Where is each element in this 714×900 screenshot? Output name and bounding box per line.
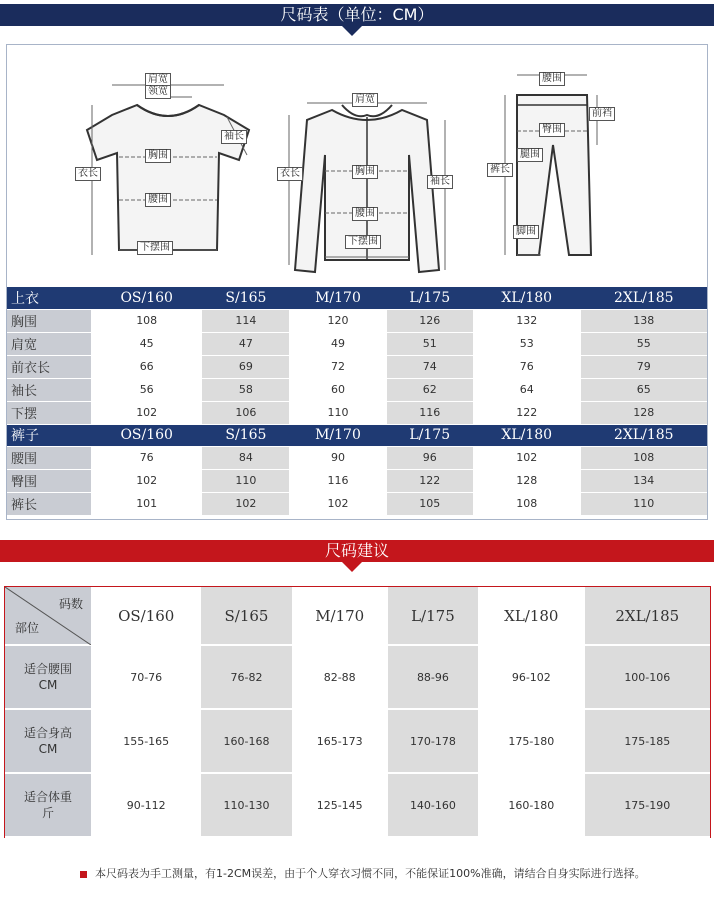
row-label-unit: CM bbox=[38, 678, 58, 692]
table-cell: 110 bbox=[581, 492, 707, 515]
table-row bbox=[7, 332, 707, 355]
row-label-main: 适合腰围 bbox=[23, 662, 72, 676]
table-cell: 76 bbox=[473, 355, 581, 378]
row-label-main: 适合身高 bbox=[23, 726, 72, 740]
size-header: OS/160 bbox=[91, 287, 202, 309]
table-cell: 140-160 bbox=[388, 773, 478, 837]
table-cell: 102 bbox=[91, 401, 202, 424]
table-cell: 96-102 bbox=[478, 645, 585, 709]
label-pants-hip: 臀围 bbox=[539, 123, 565, 137]
table-cell: 47 bbox=[202, 332, 289, 355]
table-cell: 66 bbox=[91, 355, 202, 378]
table-cell: 175-180 bbox=[478, 709, 585, 773]
table-cell: 102 bbox=[202, 492, 289, 515]
row-label bbox=[5, 709, 91, 773]
size-header: S/165 bbox=[202, 424, 289, 446]
label-chest: 胸围 bbox=[145, 149, 171, 163]
size-chart-header bbox=[0, 4, 714, 26]
table-cell: 134 bbox=[581, 469, 707, 492]
label-shirt-waist: 腰围 bbox=[352, 207, 378, 221]
table-cell: 45 bbox=[91, 332, 202, 355]
size-header: XL/180 bbox=[473, 424, 581, 446]
table-cell: 120 bbox=[289, 309, 386, 332]
table-cell: 106 bbox=[202, 401, 289, 424]
size-header: OS/160 bbox=[91, 587, 201, 645]
table-cell: 49 bbox=[289, 332, 386, 355]
table-row bbox=[7, 446, 707, 469]
label-pants-leg-opening: 脚围 bbox=[513, 225, 539, 239]
table-cell: 122 bbox=[387, 469, 473, 492]
table-cell: 138 bbox=[581, 309, 707, 332]
table-cell: 58 bbox=[202, 378, 289, 401]
label-collar-width: 领宽 bbox=[145, 85, 171, 99]
row-label: 裤长 bbox=[7, 492, 91, 515]
label-sleeve-length: 袖长 bbox=[221, 130, 247, 144]
table-cell: 170-178 bbox=[388, 709, 478, 773]
table-cell: 51 bbox=[387, 332, 473, 355]
size-header: L/175 bbox=[387, 424, 473, 446]
table-cell: 116 bbox=[289, 469, 386, 492]
size-chart-frame bbox=[6, 44, 708, 520]
row-label-unit: 斤 bbox=[41, 806, 54, 820]
table-row bbox=[7, 309, 707, 332]
label-pants-waist: 腰围 bbox=[539, 72, 565, 86]
table-cell: 53 bbox=[473, 332, 581, 355]
label-pants-thigh: 腿围 bbox=[517, 148, 543, 162]
label-hem: 下摆围 bbox=[137, 241, 173, 255]
table-cell: 101 bbox=[91, 492, 202, 515]
recommendation-table bbox=[5, 587, 710, 838]
size-header: M/170 bbox=[289, 287, 386, 309]
table-cell: 132 bbox=[473, 309, 581, 332]
table-cell: 128 bbox=[581, 401, 707, 424]
size-header: OS/160 bbox=[91, 424, 202, 446]
size-chart-title: 尺码表（单位：CM） bbox=[280, 5, 434, 24]
row-label: 袖长 bbox=[7, 378, 91, 401]
table-cell: 72 bbox=[289, 355, 386, 378]
table-cell: 105 bbox=[387, 492, 473, 515]
row-label: 前衣长 bbox=[7, 355, 91, 378]
table-header-top bbox=[7, 287, 707, 309]
size-header: 2XL/185 bbox=[581, 287, 707, 309]
table-cell: 125-145 bbox=[292, 773, 388, 837]
pants-section-label: 裤子 bbox=[7, 424, 91, 446]
table-cell: 122 bbox=[473, 401, 581, 424]
table-cell: 69 bbox=[202, 355, 289, 378]
table-cell: 56 bbox=[91, 378, 202, 401]
table-row bbox=[7, 469, 707, 492]
size-header: M/170 bbox=[289, 424, 386, 446]
table-row bbox=[7, 378, 707, 401]
table-cell: 102 bbox=[473, 446, 581, 469]
size-header: S/165 bbox=[201, 587, 291, 645]
bullet-square-icon bbox=[80, 871, 87, 878]
size-header: L/175 bbox=[387, 287, 473, 309]
table-cell: 64 bbox=[473, 378, 581, 401]
label-shirt-hem: 下摆围 bbox=[345, 235, 381, 249]
table-cell: 96 bbox=[387, 446, 473, 469]
table-row bbox=[5, 773, 710, 837]
size-header: L/175 bbox=[388, 587, 478, 645]
table-cell: 82-88 bbox=[292, 645, 388, 709]
table-cell: 175-190 bbox=[585, 773, 710, 837]
size-recommendation-title: 尺码建议 bbox=[324, 541, 389, 560]
table-cell: 60 bbox=[289, 378, 386, 401]
table-cell: 55 bbox=[581, 332, 707, 355]
recommendation-header-row bbox=[5, 587, 710, 645]
recommendation-frame bbox=[4, 586, 711, 838]
table-row bbox=[5, 709, 710, 773]
table-row bbox=[7, 355, 707, 378]
table-cell: 74 bbox=[387, 355, 473, 378]
table-row bbox=[7, 401, 707, 424]
table-cell: 165-173 bbox=[292, 709, 388, 773]
table-cell: 160-168 bbox=[201, 709, 291, 773]
top-section-label: 上衣 bbox=[7, 287, 91, 309]
table-cell: 70-76 bbox=[91, 645, 201, 709]
label-shirt-sleeve: 袖长 bbox=[427, 175, 453, 189]
label-length: 衣长 bbox=[75, 167, 101, 181]
table-cell: 160-180 bbox=[478, 773, 585, 837]
note-text: 本尺码表为手工测量，有1-2CM误差，由于个人穿衣习惯不同，不能保证100%准确，请结合自身实际进行选择。 bbox=[95, 867, 646, 880]
table-cell: 65 bbox=[581, 378, 707, 401]
table-cell: 62 bbox=[387, 378, 473, 401]
row-label-main: 适合体重 bbox=[23, 790, 72, 804]
row-label bbox=[5, 645, 91, 709]
row-label: 腰围 bbox=[7, 446, 91, 469]
table-cell: 90-112 bbox=[91, 773, 201, 837]
table-cell: 108 bbox=[473, 492, 581, 515]
size-header: XL/180 bbox=[473, 287, 581, 309]
table-cell: 126 bbox=[387, 309, 473, 332]
table-cell: 110-130 bbox=[201, 773, 291, 837]
header-arrow bbox=[342, 26, 362, 36]
label-waist: 腰围 bbox=[145, 193, 171, 207]
table-cell: 114 bbox=[202, 309, 289, 332]
label-pants-length: 裤长 bbox=[487, 163, 513, 177]
table-row bbox=[7, 492, 707, 515]
table-cell: 90 bbox=[289, 446, 386, 469]
size-header: XL/180 bbox=[478, 587, 585, 645]
table-cell: 116 bbox=[387, 401, 473, 424]
row-label: 臀围 bbox=[7, 469, 91, 492]
table-cell: 84 bbox=[202, 446, 289, 469]
table-cell: 108 bbox=[581, 446, 707, 469]
table-cell: 155-165 bbox=[91, 709, 201, 773]
corner-cell bbox=[5, 587, 91, 645]
size-table bbox=[7, 287, 707, 516]
table-cell: 88-96 bbox=[388, 645, 478, 709]
table-cell: 102 bbox=[289, 492, 386, 515]
row-label: 胸围 bbox=[7, 309, 91, 332]
header-arrow bbox=[342, 562, 362, 572]
size-header: M/170 bbox=[292, 587, 388, 645]
row-label-unit: CM bbox=[38, 742, 58, 756]
size-header: S/165 bbox=[202, 287, 289, 309]
label-pants-rise: 前裆 bbox=[589, 107, 615, 121]
corner-part-label: 部位 bbox=[15, 621, 40, 635]
row-label: 下摆 bbox=[7, 401, 91, 424]
table-cell: 110 bbox=[202, 469, 289, 492]
row-label bbox=[5, 773, 91, 837]
table-cell: 76-82 bbox=[201, 645, 291, 709]
size-header: 2XL/185 bbox=[585, 587, 710, 645]
table-cell: 102 bbox=[91, 469, 202, 492]
table-cell: 108 bbox=[91, 309, 202, 332]
table-header-pants bbox=[7, 424, 707, 446]
table-row bbox=[5, 645, 710, 709]
table-cell: 100-106 bbox=[585, 645, 710, 709]
label-shoulder-width: 肩宽 bbox=[145, 73, 171, 87]
table-cell: 128 bbox=[473, 469, 581, 492]
table-cell: 110 bbox=[289, 401, 386, 424]
label-shirt-chest: 胸围 bbox=[352, 165, 378, 179]
table-cell: 76 bbox=[91, 446, 202, 469]
label-shirt-length: 衣长 bbox=[277, 167, 303, 181]
table-cell: 175-185 bbox=[585, 709, 710, 773]
measurement-note bbox=[80, 865, 646, 881]
corner-size-label: 码数 bbox=[58, 597, 83, 611]
size-recommendation-header bbox=[0, 540, 714, 562]
size-header: 2XL/185 bbox=[581, 424, 707, 446]
label-shirt-shoulder: 肩宽 bbox=[352, 93, 378, 107]
row-label: 肩宽 bbox=[7, 332, 91, 355]
garment-illustrations bbox=[7, 45, 707, 287]
table-cell: 79 bbox=[581, 355, 707, 378]
